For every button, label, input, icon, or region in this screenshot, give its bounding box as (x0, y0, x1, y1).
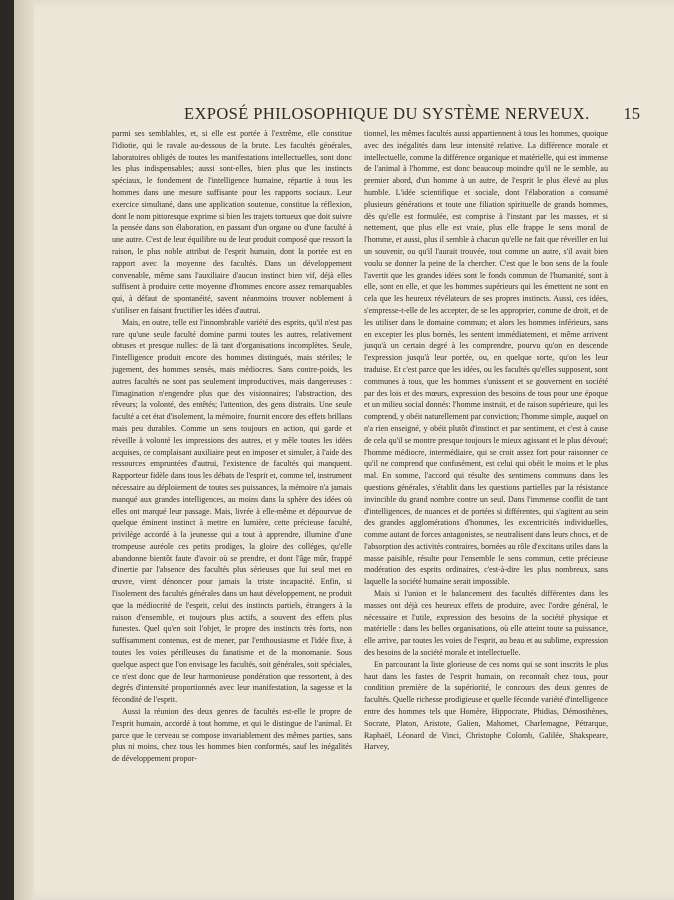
paragraph: Mais si l'union et le balancement des facultés différentes dans les masses ont déjà ces heureux effets de produire, avec l'ordre général, le nécessaire et l'utile, expression des besoins de la société physique et matérielle : dans les belles organisations, où elle atteint toute sa puissance, elle arrive, par toutes les voies de l'esprit, au beau et au sublime, expression des besoins de la société morale et intellectuelle. (364, 589, 608, 658)
page-gutter (14, 0, 34, 900)
right-column (364, 128, 608, 753)
book-page (14, 0, 674, 900)
paragraph: parmi ses semblables, et, si elle est portée à l'extrême, elle constitue l'idiotie, qui le ravale au-dessous de la brute. Les facultés générales, laboratoires obligés de toutes les manifestations intellectuelles, sont donc les plus indispensables; aussi sont-elles, bien plus que les instincts spéciaux, le fondement de l'intelligence humaine, répartie à tous les hommes dans une mesure suffisante pour les rapports sociaux. Leur exercice simultané, dans une application soutenue, constitue la réflexion, dont le nom pittoresque exprime si bien les trajets tortueux que doit suivre la pensée dans son élaboration, en passant d'un organe ou d'une faculté à une autre. C'est de leur équilibre ou de leur produit composé que ressort la raison, le plus noble attribut de l'esprit humain, dont la portée est en rapport avec la moyenne des facultés. Dans un développement convenable, même sans l'auxiliaire d'aucun instinct bien vif, déjà elles suffisent à produire cette moyenne d'hommes encore assez remarquables qui, à défaut de spontanéité, savent néanmoins trouver noblement à s'utiliser en faisant fructifier les idées d'autrui. (112, 129, 352, 315)
running-header (74, 104, 640, 126)
running-title: EXPOSÉ PHILOSOPHIQUE DU SYSTÈME NERVEUX. (184, 104, 590, 123)
left-column (112, 128, 352, 765)
paragraph: Aussi la réunion des deux genres de facultés est-elle le propre de l'esprit humain, accordé à tout homme, et qui le distingue de l'animal. Et parce que le cerveau se compose invariablement des mêmes parties, sans plus ni moins, chez tous les hommes bien conformés, sauf les inégalités de développement propor- (112, 707, 352, 764)
paragraph: Mais, en outre, telle est l'innombrable variété des esprits, qu'il n'est pas rare qu'une seule faculté domine parmi toutes les autres, relativement obtuses et presque nulles: de là tant d'organisations incomplètes. Seule, l'intelligence produit encore des hommes distingués, mais stériles; le jugement, des hommes sensés, mais médiocres. Sans contre-poids, les autres facultés ne sont pas seulement improductives, mais dangereuses : l'imagination n'engendre plus que des visionnaires; l'abstraction, des rêveurs; la volonté, des entêtés; l'attention, des gens distraits. Une seule faculté a cet état d'isolement, la mémoire, fournit encore des effets brillans mais peu durables. Comme un sens toujours en action, qui garde et réveille à volonté les impressions des autres, et y mêle toutes les idées acquises, ce complaisant auxiliaire peut en imposer et simuler, à l'aide des ressources empruntées d'autrui, l'existence de facultés qui manquent. Rapporteur fidèle dans tous les débats de l'esprit et, comme tel, instrument nécessaire au déploiement de toutes ses puissances, la mémoire n'a jamais manqué aux grandes intelligences, au moins dans la sphère des idées où elles ont marqué leur passage. Mais, livrée à elle-même et dépourvue de quelque éminent instinct à mettre en lumière, cette précieuse faculté, privilége accordé à la jeunesse qui a tout à apprendre, illumine d'une trompeuse auréole ces petits prodiges, la gloire des colléges, qu'elle abandonne bientôt faute d'avoir où se prendre, et dont l'âge mûr, frappé d'inertie par l'absence des facultés plus sérieuses que lui seul met en œuvre, vient dénoncer pour jamais la triste incapacité. Enfin, si l'isolement des facultés générales dans un haut développement, ne produit que la médiocrité de l'esprit, celui des instincts partiels, étrangers à la raison d'ensemble, et toujours plus actifs, a souvent des effets plus funestes. Quel qu'en soit l'objet, le propre des instincts très forts, non suffisamment contenus, est de mener, par l'enthousiasme et l'idée fixe, à toutes les voies périlleuses du fanatisme et de la monomanie. Sous quelque aspect que l'on envisage les facultés, soit générales, soit spéciales, ce n'est donc que de leur harmonieuse pondération que ressortent, à des degrés d'intensité proportionnés avec leur manifestation, la sagesse et la fécondité de l'esprit. (112, 317, 352, 705)
page-number: 15 (623, 104, 640, 123)
paragraph: tionnel, les mêmes facultés aussi appartiennent à tous les hommes, quoique avec des inégalités dans leur intensité relative. La différence morale et intellectuelle, comme la différence organique et matérielle, qui est immense de l'animal à l'homme, est donc beaucoup moindre qu'il ne le semble, au premier abord, d'un homme à un autre, de l'esprit le plus élevé au plus humble. L'idée scientifique et sociale, dont l'élaboration a consumé plusieurs générations et toute une filiation spirituelle de grands hommes, dès qu'elle est formulée, est comprise à l'instant par les masses, et si nettement, que plus elle est vraie, plus elle frappe le sens moral de l'homme, et aussi, plus il semble à chacun qu'elle ne fait que réveiller en lui un souvenir, ou qu'il l'aurait trouvée, tout comme un autre, s'il avait bien voulu se donner la peine de la chercher. C'est que le bon sens de la foule l'avertit que les grandes idées sont le fonds commun de l'humanité, sont à elle, sont en elle, et que les hommes supérieurs qui les émettent ne sont en cela que les heureux révélateurs de ses propres instincts. Aussi, ces idées, s'empresse-t-elle de les accepter, de se les approprier, comme de droit, et de les utiliser dans le domaine commun; et alors les hommes inférieurs, sans en excepter les plus bornés, les sentent immédiatement, et même arrivent jusqu'à un certain degré à les comprendre, pourvu qu'on en descende l'expression jusqu'à leur portée, ou, en quelque sorte, qu'on les leur traduise. Et c'est parce que les idées, ou les facultés qu'elles supposent, sont communes à tous, que les hommes s'unissent et se gouvernent en société par des lois et des mœurs, expression des besoins de tous pour une époque et un milieu social donnés: l'homme instruit, et de raison supérieure, qui les comprend, y obéit naturellement par conviction; l'homme simple, auquel on n'a rien enseigné, y obéit plutôt d'instinct et par sentiment, et c'est à cause de cela qu'il se montre presque toujours le mieux agissant et le plus dévoué; l'homme médiocre, intermédiaire, qui se croit assez fort pour raisonner ce qu'il ne comprend que confusément, est celui qui obéit le moins et le plus mal. En somme, l'accord qui résulte des sentimens communs dans les questions générales, s'établit dans les questions partielles par la résistance invincible du grand nombre contre un seul. Dans l'immense conflit de tant d'intelligences, de nuances et de portées si différentes, qui s'agitent au sein des grandes agglomérations d'hommes, les excentricités individuelles, comme autant de forces antagonistes, se neutralisent dans leurs chocs, et de l'absorption des activités contraires, bornées au rôle d'excitans utiles dans la masse paisible, résulte pour l'ensemble le sens commun, cette précieuse modération des esprits ordinaires, c'est-à-dire les plus nombreux, sans laquelle la société humaine serait impossible. (364, 129, 609, 587)
paragraph: En parcourant la liste glorieuse de ces noms qui se sont inscrits le plus haut dans les fastes de l'esprit humain, on reconnaît chez tous, pour condition première de la supériorité, le concours des deux genres de facultés. Quelle richesse prodigieuse et quelle féconde variété d'intelligence entre des hommes tels que Homère, Hippocrate, Phidias, Démosthènes, Socrate, Platon, Aristote, Galien, Mahomet, Charlemagne, Pétrarque, Raphaël, Léonard de Vinci, Christophe Colomb, Galilée, Shakspeare, Harvey, (364, 659, 608, 752)
